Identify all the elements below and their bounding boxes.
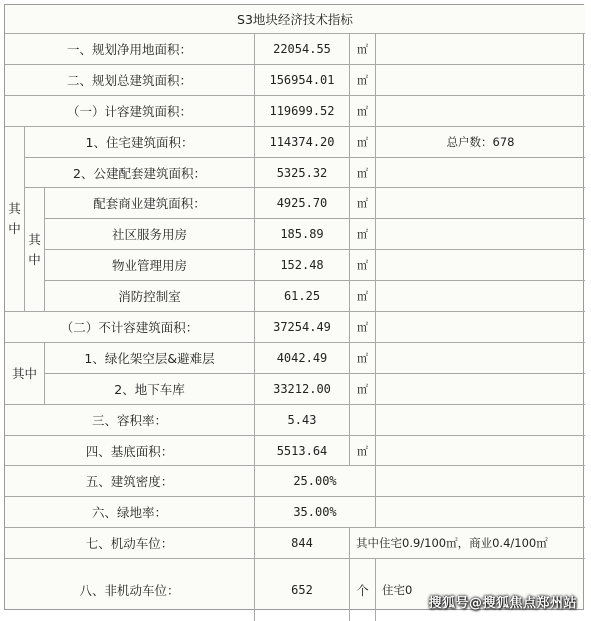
row-value: 25.00% <box>255 466 376 497</box>
row-note <box>376 219 585 250</box>
row-value: 152.48 <box>255 250 350 281</box>
row-label: 配套商业建筑面积： <box>45 188 255 219</box>
row-unit: ㎡ <box>350 127 376 158</box>
bicycle-note: 住宅0 <box>382 583 413 598</box>
row-unit: ㎡ <box>350 312 376 343</box>
row-unit: ㎡ <box>350 219 376 250</box>
row-label: 1、住宅建筑面积： <box>25 127 255 158</box>
row-value: 22054.55 <box>255 34 350 65</box>
row-label: 五、建筑密度： <box>5 466 255 497</box>
row-label: 三、容积率： <box>5 405 255 436</box>
row-note <box>376 158 585 189</box>
row-unit: 个 <box>350 559 376 621</box>
row-note <box>376 312 585 343</box>
group-label-char: 其 <box>8 200 21 216</box>
row-note <box>376 466 585 497</box>
row-value: 37254.49 <box>255 312 350 343</box>
row-unit: ㎡ <box>350 343 376 374</box>
group-label-char: 中 <box>8 220 21 236</box>
row-value: 119699.52 <box>255 96 350 127</box>
group-label-outer-a <box>5 127 25 312</box>
row-unit: ㎡ <box>350 188 376 219</box>
economic-indicators-table <box>4 4 584 610</box>
table-title: S3地块经济技术指标 <box>5 5 585 34</box>
row-label: 二、规划总建筑面积： <box>5 65 255 96</box>
row-label: （一）计容建筑面积： <box>5 96 255 127</box>
row-unit: ㎡ <box>350 250 376 281</box>
row-label: 2、地下车库 <box>45 374 255 405</box>
row-value: 4042.49 <box>255 343 350 374</box>
row-label: 一、规划净用地面积： <box>5 34 255 65</box>
parking-note: 其中住宅0.9/100㎡，商业0.4/100㎡ <box>350 528 585 559</box>
row-value: 5513.64 <box>255 436 350 467</box>
row-label: 1、绿化架空层&避难层 <box>45 343 255 374</box>
group-label-char: 中 <box>28 251 41 267</box>
row-unit <box>350 405 376 436</box>
row-value: 61.25 <box>255 281 350 312</box>
row-note <box>376 250 585 281</box>
row-unit: ㎡ <box>350 374 376 405</box>
row-value: 114374.20 <box>255 127 350 158</box>
row-unit: ㎡ <box>350 281 376 312</box>
row-note <box>376 281 585 312</box>
row-value: 5.43 <box>255 405 350 436</box>
row-note <box>376 497 585 528</box>
row-value: 4925.70 <box>255 188 350 219</box>
row-value: 844 <box>255 528 350 559</box>
row-label: （二）不计容建筑面积： <box>5 312 255 343</box>
row-note <box>376 96 585 127</box>
row-value: 33212.00 <box>255 374 350 405</box>
row-label: 社区服务用房 <box>45 219 255 250</box>
row-value: 5325.32 <box>255 158 350 189</box>
row-label: 四、基底面积： <box>5 436 255 467</box>
row-unit: ㎡ <box>350 34 376 65</box>
group-label-outer-b: 其中 <box>5 343 45 405</box>
row-value: 185.89 <box>255 219 350 250</box>
row-note <box>376 405 585 436</box>
row-note <box>376 34 585 65</box>
row-note <box>376 188 585 219</box>
group-label-char: 其 <box>28 231 41 247</box>
row-label: 七、机动车位： <box>5 528 255 559</box>
row-unit: ㎡ <box>350 158 376 189</box>
row-label: 消防控制室 <box>45 281 255 312</box>
watermark: 搜狐号@搜狐焦点郑州站 <box>428 596 577 611</box>
row-note <box>376 65 585 96</box>
row-unit: ㎡ <box>350 96 376 127</box>
row-label: 2、公建配套建筑面积： <box>25 158 255 189</box>
row-note <box>376 374 585 405</box>
row-label: 八、非机动车位： <box>5 559 255 621</box>
row-label: 物业管理用房 <box>45 250 255 281</box>
row-value: 156954.01 <box>255 65 350 96</box>
household-count: 总户数：678 <box>376 127 585 158</box>
row-note <box>376 436 585 467</box>
row-unit: ㎡ <box>350 436 376 467</box>
row-note <box>376 343 585 374</box>
row-unit: ㎡ <box>350 65 376 96</box>
row-value: 652 <box>255 559 350 621</box>
row-label: 六、绿地率： <box>5 497 255 528</box>
group-label-inner-a <box>25 188 45 312</box>
row-value: 35.00% <box>255 497 376 528</box>
